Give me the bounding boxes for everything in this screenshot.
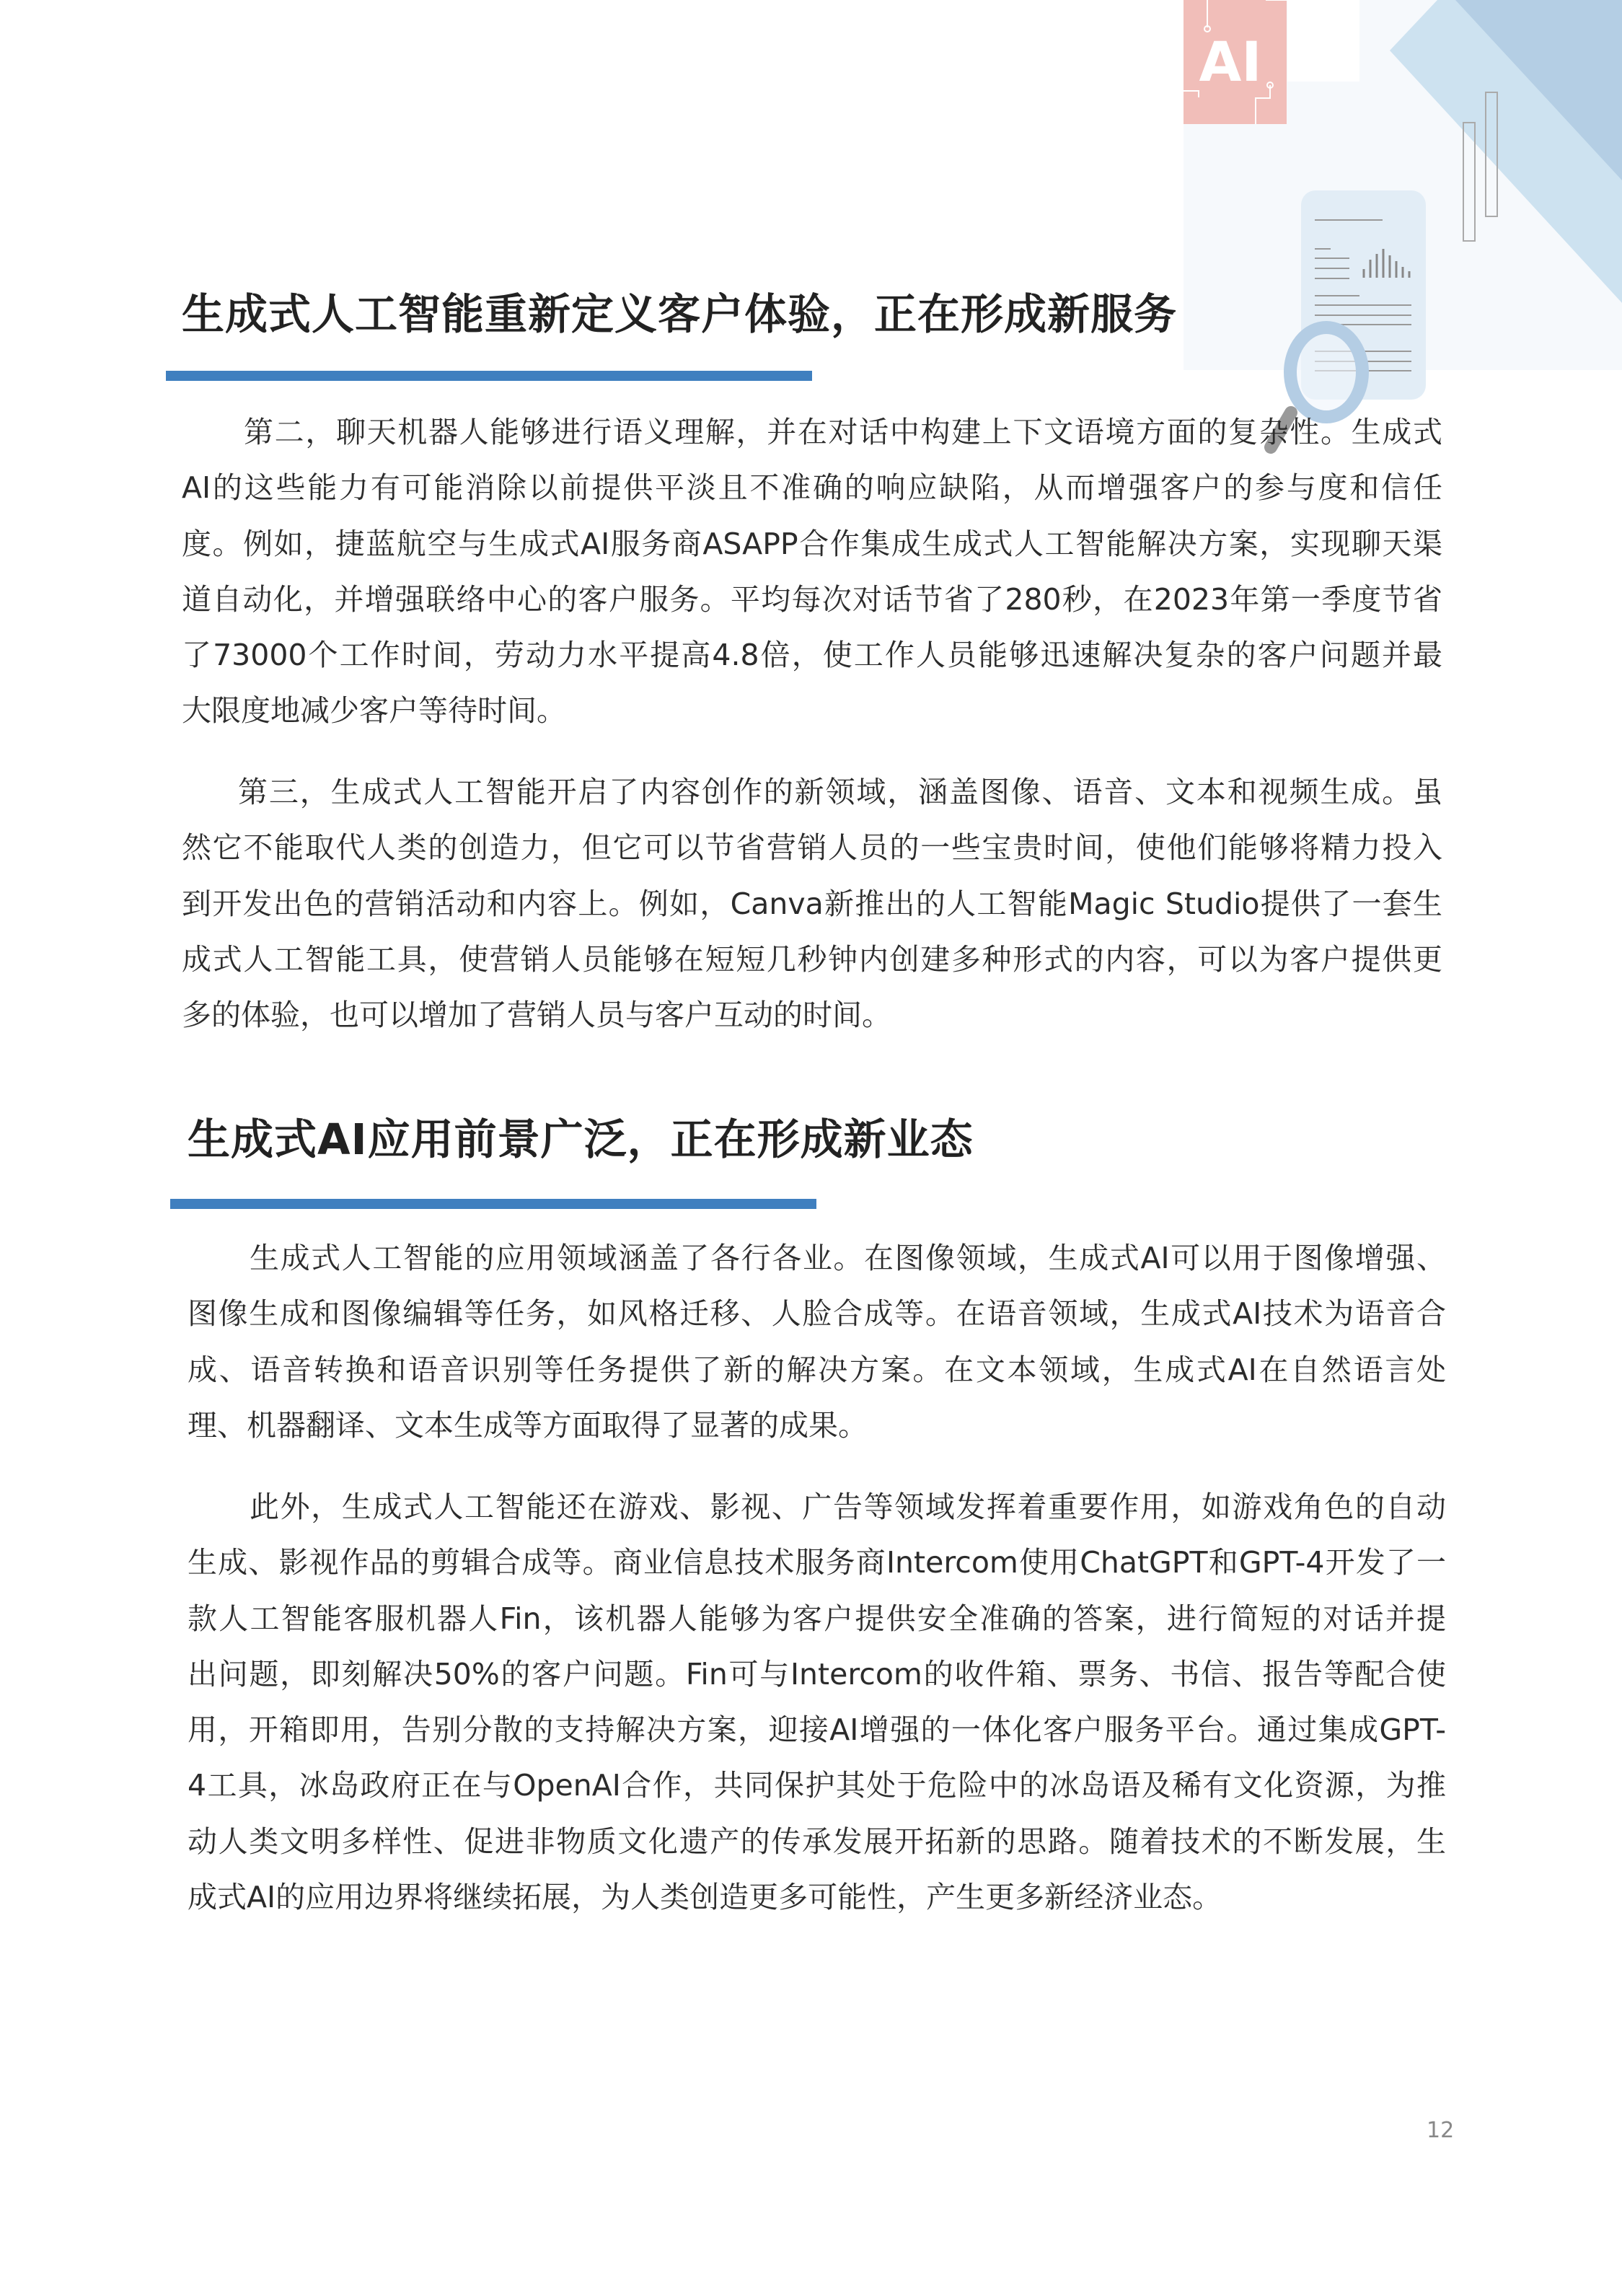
paragraph (188, 1231, 1446, 1453)
ai-badge-icon (1184, 0, 1287, 124)
text-line: 成、语音转换和语音识别等任务提供了新的解决方案。在文本领域，生成式AI在自然语言处 (188, 1352, 1446, 1387)
header-illustration (0, 0, 1622, 462)
text-line: 款人工智能客服机器人Fin，该机器人能够为客户提供安全准确的答案，进行简短的对话并提 (188, 1601, 1446, 1636)
heading-underline (166, 371, 812, 381)
text-line: 大限度地减少客户等待时间。 (182, 693, 566, 729)
section-heading-1: 生成式人工智能重新定义客户体验，正在形成新服务 (182, 289, 1178, 339)
text-line: 多的体验，也可以增加了营销人员与客户互动的时间。 (182, 998, 891, 1033)
text-line: AI的这些能力有可能消除以前提供平淡且不准确的响应缺陷，从而增强客户的参与度和信任 (182, 470, 1442, 506)
text-line: 到开发出色的营销活动和内容上。例如，Canva新推出的人工智能Magic Studio提供了一套生 (182, 886, 1442, 921)
text-line: 第三，生成式人工智能开启了内容创作的新领域，涵盖图像、语音、文本和视频生成。虽 (238, 775, 1442, 809)
text-line: 第二，聊天机器人能够进行语义理解，并在对话中构建上下文语境方面的复杂性。生成式 (244, 415, 1442, 449)
text-line: 此外，生成式人工智能还在游戏、影视、广告等领域发挥着重要作用，如游戏角色的自动 (250, 1490, 1446, 1524)
text-line: 4工具，冰岛政府正在与OpenAI合作，共同保护其处于危险中的冰岛语及稀有文化资源，为推 (188, 1768, 1446, 1803)
text-line: 理、机器翻译、文本生成等方面取得了显著的成果。 (188, 1407, 868, 1443)
text-line: 然它不能取代人类的创造力，但它可以节省营销人员的一些宝贵时间，使他们能够将精力投入 (182, 830, 1442, 866)
text-line: 用，开箱即用，告别分散的支持解决方案，迎接AI增强的一体化客户服务平台。通过集成GPT- (188, 1712, 1446, 1748)
paragraph (182, 405, 1442, 739)
text-line: 生成式人工智能的应用领域涵盖了各行各业。在图像领域，生成式AI可以用于图像增强、 (250, 1241, 1446, 1275)
paragraph (182, 765, 1442, 1043)
svg-text:AI: AI (1199, 30, 1262, 94)
heading-underline (170, 1199, 816, 1209)
text-line: 出问题，即刻解决50%的客户问题。Fin可与Intercom的收件箱、票务、书信、报告等配合使 (188, 1656, 1446, 1692)
text-line: 了73000个工作时间，劳动力水平提高4.8倍，使工作人员能够迅速解决复杂的客户问题并最 (182, 638, 1442, 673)
paragraph (188, 1479, 1446, 1925)
text-line: 度。例如，捷蓝航空与生成式AI服务商ASAPP合作集成生成式人工智能解决方案，实现聊天渠 (182, 526, 1442, 561)
text-line: 动人类文明多样性、促进非物质文化遗产的传承发展开拓新的思路。随着技术的不断发展，生 (188, 1824, 1446, 1859)
text-line: 图像生成和图像编辑等任务，如风格迁移、人脸合成等。在语音领域，生成式AI技术为语音合 (188, 1296, 1446, 1332)
page-number: 12 (1427, 2118, 1455, 2143)
text-line: 道自动化，并增强联络中心的客户服务。平均每次对话节省了280秒，在2023年第一季度节省 (182, 581, 1442, 617)
text-line: 成式AI的应用边界将继续拓展，为人类创造更多可能性，产生更多新经济业态。 (188, 1880, 1222, 1915)
text-line: 成式人工智能工具，使营销人员能够在短短几秒钟内创建多种形式的内容，可以为客户提供更 (182, 941, 1442, 977)
text-line: 生成、影视作品的剪辑合成等。商业信息技术服务商Intercom使用ChatGPT和GPT-4开发了一 (188, 1545, 1446, 1580)
section-heading-2: 生成式AI应用前景广泛，正在形成新业态 (188, 1114, 974, 1164)
